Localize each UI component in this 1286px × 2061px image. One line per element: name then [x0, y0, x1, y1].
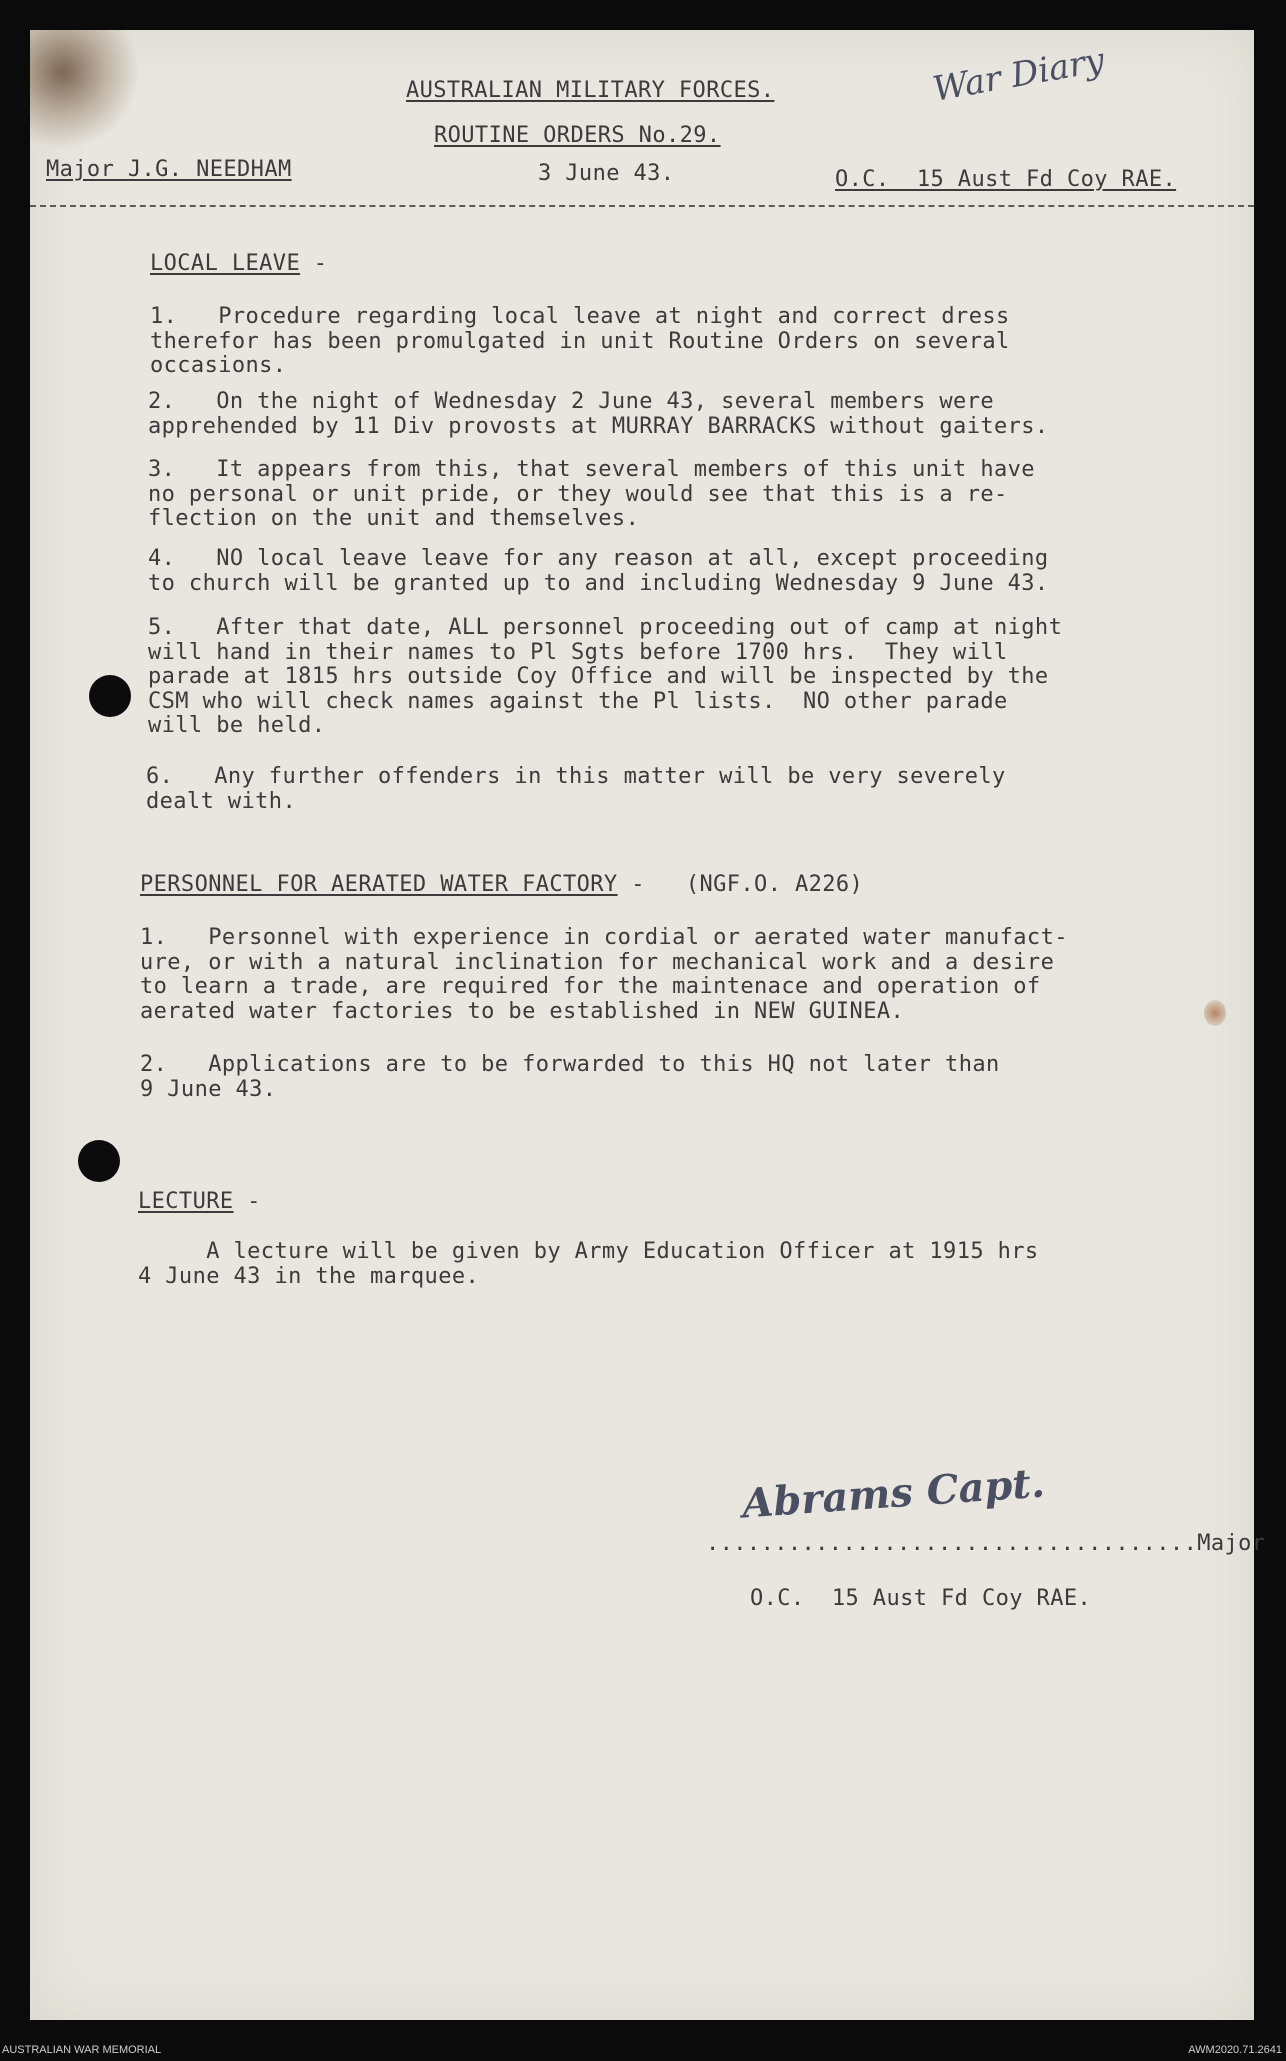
punch-hole: [78, 1140, 120, 1182]
heading-dash: -: [300, 251, 328, 276]
paragraph: 1. Procedure regarding local leave at night and correct dress therefor has been promulgated in unit Routine Orders on several occasions.: [150, 304, 1010, 378]
stain-mark: [30, 30, 140, 150]
paragraph: 5. After that date, ALL personnel proceeding out of camp at night will hand in their names to Pl Sgts before 1700 hrs. They will parade at 1815 hrs outside Coy Office and will be inspected by the CSM who will check names against the Pl lists. NO other parade will be held.: [148, 615, 1063, 738]
heading-lecture: [138, 1190, 261, 1215]
orders-title: ROUTINE ORDERS No.29.: [434, 123, 721, 148]
paragraph: 2. On the night of Wednesday 2 June 43, several members were apprehended by 11 Div provosts at MURRAY BARRACKS without gaiters.: [148, 389, 1049, 439]
signature-dots: ....................................: [706, 1531, 1198, 1556]
signature: Abrams Capt.: [740, 1459, 1047, 1528]
header-divider: [30, 205, 1254, 207]
handwritten-note: War Diary: [929, 40, 1108, 110]
order-date: 3 June 43.: [538, 161, 675, 186]
heading-local-leave: [150, 252, 327, 277]
paragraph: 1. Personnel with experience in cordial or aerated water manufact- ure, or with a natural inclination for mechanical work and a desire to learn a trade, are required for the maintenace and operation of aerated water factories to be established in NEW GUINEA.: [140, 925, 1068, 1024]
paragraph: 6. Any further offenders in this matter will be very severely dealt with.: [146, 764, 1006, 814]
author: Major J.G. NEEDHAM: [46, 157, 292, 182]
signature-rank: Major: [1197, 1531, 1266, 1556]
heading-text: LOCAL LEAVE: [150, 251, 301, 276]
footer-credit: AUSTRALIAN WAR MEMORIAL: [2, 2044, 162, 2056]
heading-text: PERSONNEL FOR AERATED WATER FACTORY: [140, 872, 618, 897]
heading-text: LECTURE: [138, 1189, 234, 1214]
heading-dash: -: [233, 1189, 261, 1214]
org-title: AUSTRALIAN MILITARY FORCES.: [406, 78, 775, 103]
heading-ref: - (NGF.O. A226): [617, 872, 864, 897]
rust-spot: [1204, 1000, 1226, 1026]
paragraph: A lecture will be given by Army Education Officer at 1915 hrs 4 June 43 in the marquee.: [138, 1239, 1039, 1289]
paragraph: 3. It appears from this, that several members of this unit have no personal or unit pride, or they would see that this is a re- flection on the unit and themselves.: [148, 457, 1035, 531]
signature-unit: O.C. 15 Aust Fd Coy RAE.: [750, 1586, 1092, 1611]
punch-hole: [89, 675, 131, 717]
footer-accession: AWM2020.71.2641: [1188, 2044, 1282, 2056]
paragraph: 2. Applications are to be forwarded to this HQ not later than 9 June 43.: [140, 1052, 1000, 1102]
document-page: [30, 30, 1266, 2020]
unit-heading: O.C. 15 Aust Fd Coy RAE.: [835, 167, 1177, 192]
paragraph: 4. NO local leave leave for any reason at all, except proceeding to church will be granted up to and including Wednesday 9 June 43.: [148, 546, 1049, 596]
signature-line: [706, 1532, 1265, 1557]
heading-aerated-water: [140, 873, 863, 898]
